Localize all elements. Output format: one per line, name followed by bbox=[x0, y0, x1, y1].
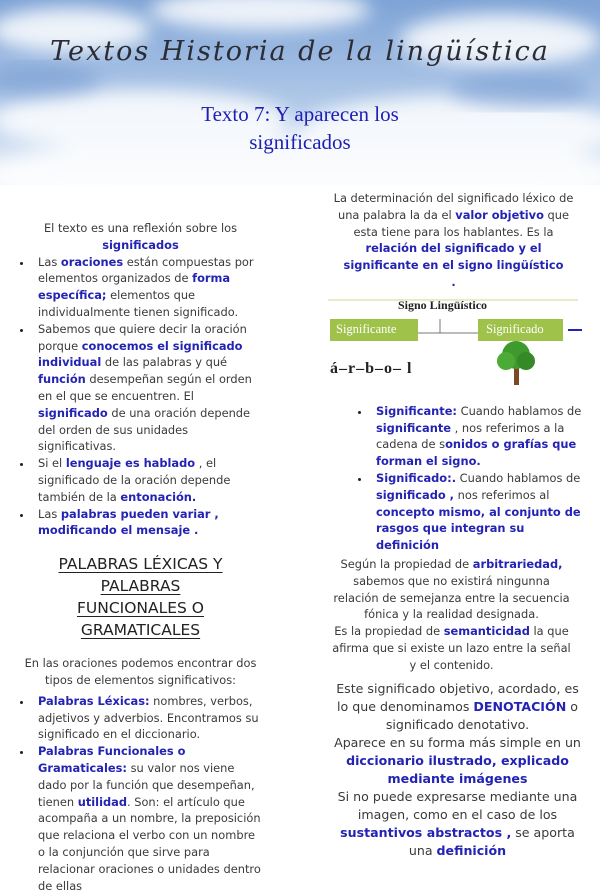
sign-diagram bbox=[328, 297, 586, 393]
page-subtitle bbox=[150, 100, 450, 156]
sentence-bullets bbox=[18, 254, 263, 540]
paragraph-valor-objetivo: La determinación del significado léxico de una palabra la da el valor objetivo que esta tiene para los hablantes. Es la relación del significado y el significante en el signo lingüístico . bbox=[333, 191, 574, 289]
left-column bbox=[18, 220, 263, 894]
list-item: • Palabras Léxicas: nombres, verbos, adjetivos y adverbios. Encontramos su significado en el diccionario. bbox=[32, 693, 263, 743]
list-item: • Significante: Cuando hablamos de significante , nos referimos a la cadena de sonidos o grafías que forman el signo. bbox=[370, 403, 585, 470]
diagram-significante: Significante bbox=[336, 321, 397, 336]
list-item: • Palabras Funcionales o Gramaticales: su valor nos viene dado por la función que desempeñan, tienen utilidad. Son: el artículo que acompaña a un nombre, la preposición que relaciona el verbo con un nombre o la conjunción que sirve para relacionar oraciones o unidades dentro de ellas bbox=[32, 743, 263, 894]
subtitle-line-2: significados bbox=[249, 130, 351, 154]
subtitle-line-1: Texto 7: Y aparecen los bbox=[201, 102, 399, 126]
paragraph-arbitrariedad: Según la propiedad de arbitrariedad, sabemos que no existirá ningunna relación de semejanza entre la secuencia fónica y la realidad designada. bbox=[333, 556, 570, 622]
intro-paragraph: El texto es una reflexión sobre los significados bbox=[43, 221, 238, 252]
diagram-word: á–r–b–o– l bbox=[330, 359, 413, 377]
tree-icon bbox=[497, 341, 535, 385]
paragraph-semanticidad: Es la propiedad de semanticidad la que afirma que si existe un lazo entre la señal y el contenido. bbox=[332, 624, 571, 672]
right-column bbox=[330, 190, 585, 860]
intro2-paragraph: En las oraciones podemos encontrar dos tipos de elementos significativos: bbox=[24, 656, 257, 687]
diagram-title: Signo Lingüístico bbox=[398, 297, 488, 312]
paragraph-definicion: Si no puede expresarse mediante una imagen, como en el caso de los sustantivos abstractos , se aporta una definición bbox=[337, 788, 578, 858]
list-item: • Sabemos que quiere decir la oración porque conocemos el significado individual de las palabras y qué función desempeñan según el orden en el que se encuentren. El significado de una oración depende del orden de sus unidades significativas. bbox=[32, 321, 263, 455]
word-type-bullets bbox=[18, 693, 263, 894]
list-item: • Las oraciones están compuestas por elementos organizados de forma específica; elementos que individualmente tienen significado. bbox=[32, 254, 263, 321]
page-title: Textos Historia de la lingüística bbox=[50, 36, 550, 67]
paragraph-denotacion: Este significado objetivo, acordado, es lo que denominamos DENOTACIÓN o significado denotativo. bbox=[336, 680, 579, 732]
list-item: • Las palabras pueden variar , modificando el mensaje . bbox=[32, 506, 263, 540]
list-item: • Significado:. Cuando hablamos de significado , nos referimos al concepto mismo, al conjunto de rasgos que integran su definición bbox=[370, 470, 585, 554]
sign-bullets bbox=[330, 403, 585, 554]
section-heading: PALABRAS LÉXICAS Y PALABRAS FUNCIONALES O GRAMATICALES bbox=[58, 555, 223, 640]
paragraph-diccionario: Aparece en su forma más simple en un diccionario ilustrado, explicado mediante imágenes bbox=[334, 734, 581, 786]
diagram-significado: Significado bbox=[486, 321, 544, 336]
list-item: • Si el lenguaje es hablado , el significado de la oración depende también de la entonación. bbox=[32, 455, 263, 505]
